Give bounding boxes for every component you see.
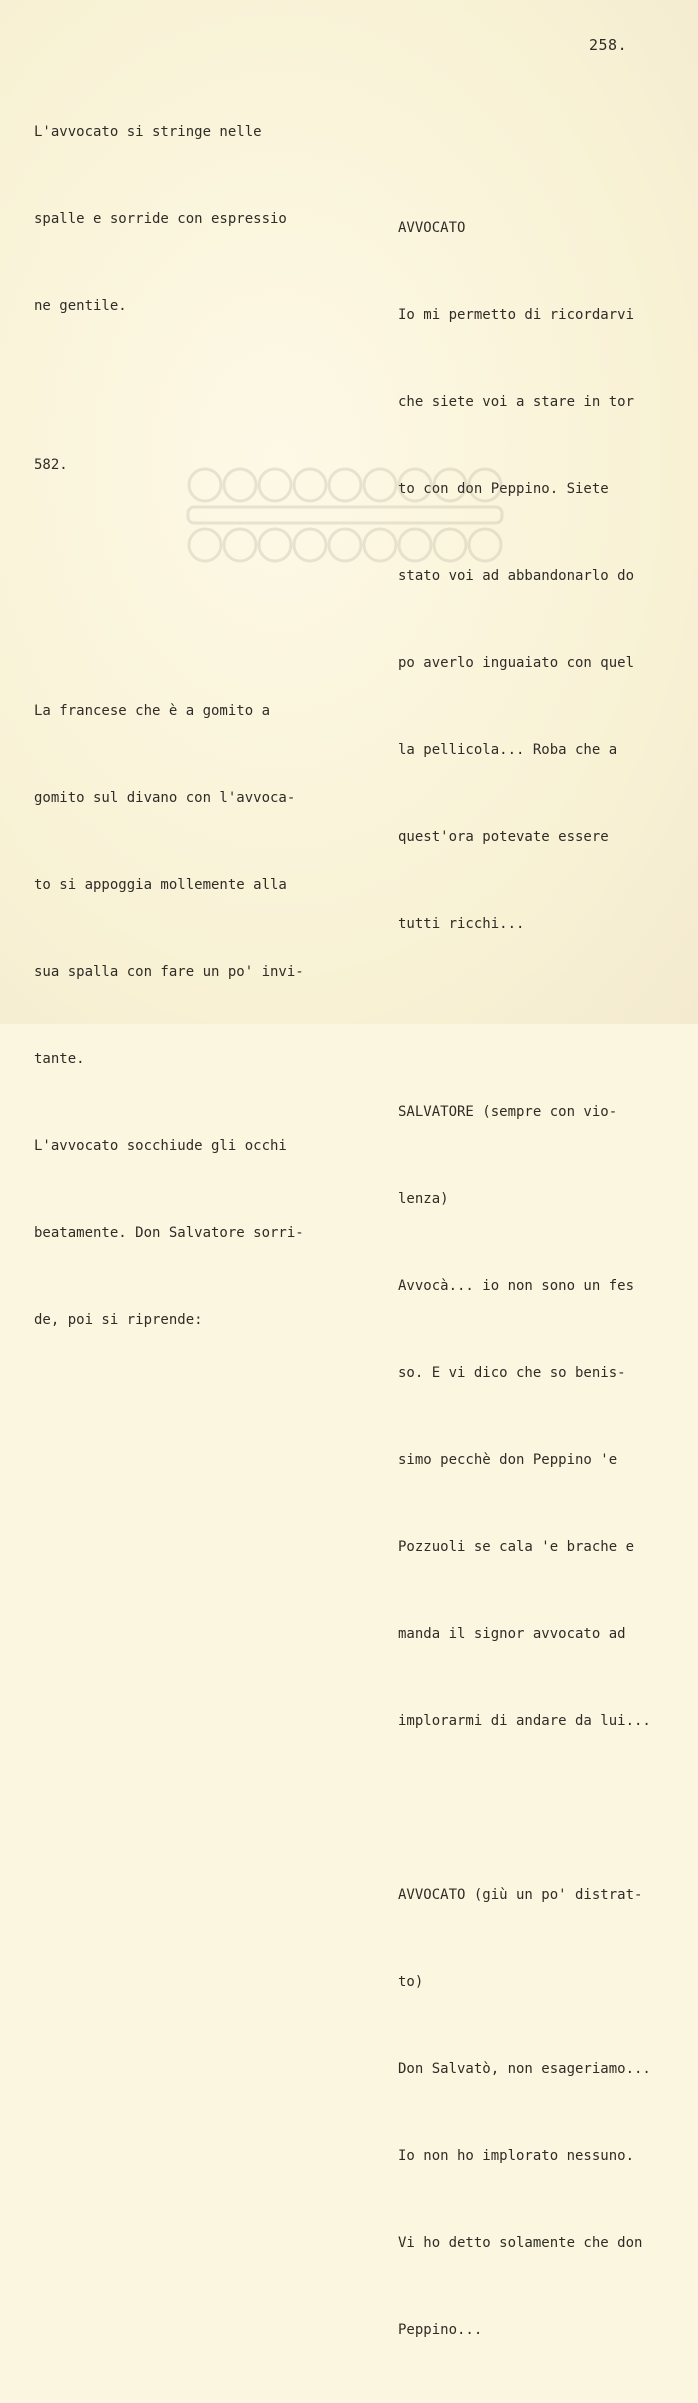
dialogue-line: po averlo inguaiato con quel	[398, 655, 635, 671]
dialogue-line: Peppino...	[398, 2322, 483, 2338]
text-line: L'avvocato si stringe nelle	[34, 124, 262, 140]
text-line: beatamente. Don Salvatore sorri-	[34, 1225, 304, 1241]
text-line: gomito sul divano con l'avvoca-	[34, 790, 296, 806]
dialogue-line: Io mi permetto di ricordarvi	[398, 307, 635, 323]
dialogue-line: Io non ho implorato nessuno.	[398, 2148, 635, 2164]
dialogue-line: quest'ora potevate essere	[398, 829, 609, 845]
speaker-name: SALVATORE (sempre con vio-	[398, 1104, 618, 1120]
dialogue-line: che siete voi a stare in tor	[398, 394, 635, 410]
speaker-name: AVVOCATO (giù un po' distrat-	[398, 1887, 643, 1903]
dialogue-line: simo pecchè don Peppino 'e	[398, 1452, 618, 1468]
speaker-name: AVVOCATO	[398, 220, 466, 236]
stage-direction: lenza)	[398, 1191, 449, 1207]
dialogue-line: stato voi ad abbandonarlo do	[398, 568, 635, 584]
stage-directions-column	[34, 60, 354, 1393]
text-line: La francese che è a gomito a	[34, 703, 271, 719]
text-line: L'avvocato socchiude gli occhi	[34, 1138, 287, 1154]
dialogue-line: tutti ricchi...	[398, 916, 525, 932]
dialogue-column	[398, 156, 688, 2403]
stage-direction: to)	[398, 1974, 424, 1990]
dialogue-line: to con don Peppino. Siete	[398, 481, 609, 497]
dialogue-line: manda il signor avvocato ad	[398, 1626, 626, 1642]
text-line: spalle e sorride con espressio	[34, 211, 287, 227]
text-line: ne gentile.	[34, 298, 127, 314]
dialogue-line: la pellicola... Roba che a	[398, 742, 618, 758]
text-line: tante.	[34, 1051, 85, 1067]
dialogue-line: Vi ho detto solamente che don	[398, 2235, 643, 2251]
page-number: 258.	[589, 36, 628, 54]
text-line: de, poi si riprende:	[34, 1312, 203, 1328]
scene-number: 582.	[34, 457, 68, 473]
dialogue-line: Pozzuoli se cala 'e brache e	[398, 1539, 635, 1555]
dialogue-line: Avvocà... io non sono un fes	[398, 1278, 635, 1294]
text-line: to si appoggia mollemente alla	[34, 877, 287, 893]
dialogue-line: so. E vi dico che so benis-	[398, 1365, 626, 1381]
dialogue-line: Don Salvatò, non esageriamo...	[398, 2061, 651, 2077]
dialogue-line: implorarmi di andare da lui...	[398, 1713, 651, 1729]
text-line: sua spalla con fare un po' invi-	[34, 964, 304, 980]
